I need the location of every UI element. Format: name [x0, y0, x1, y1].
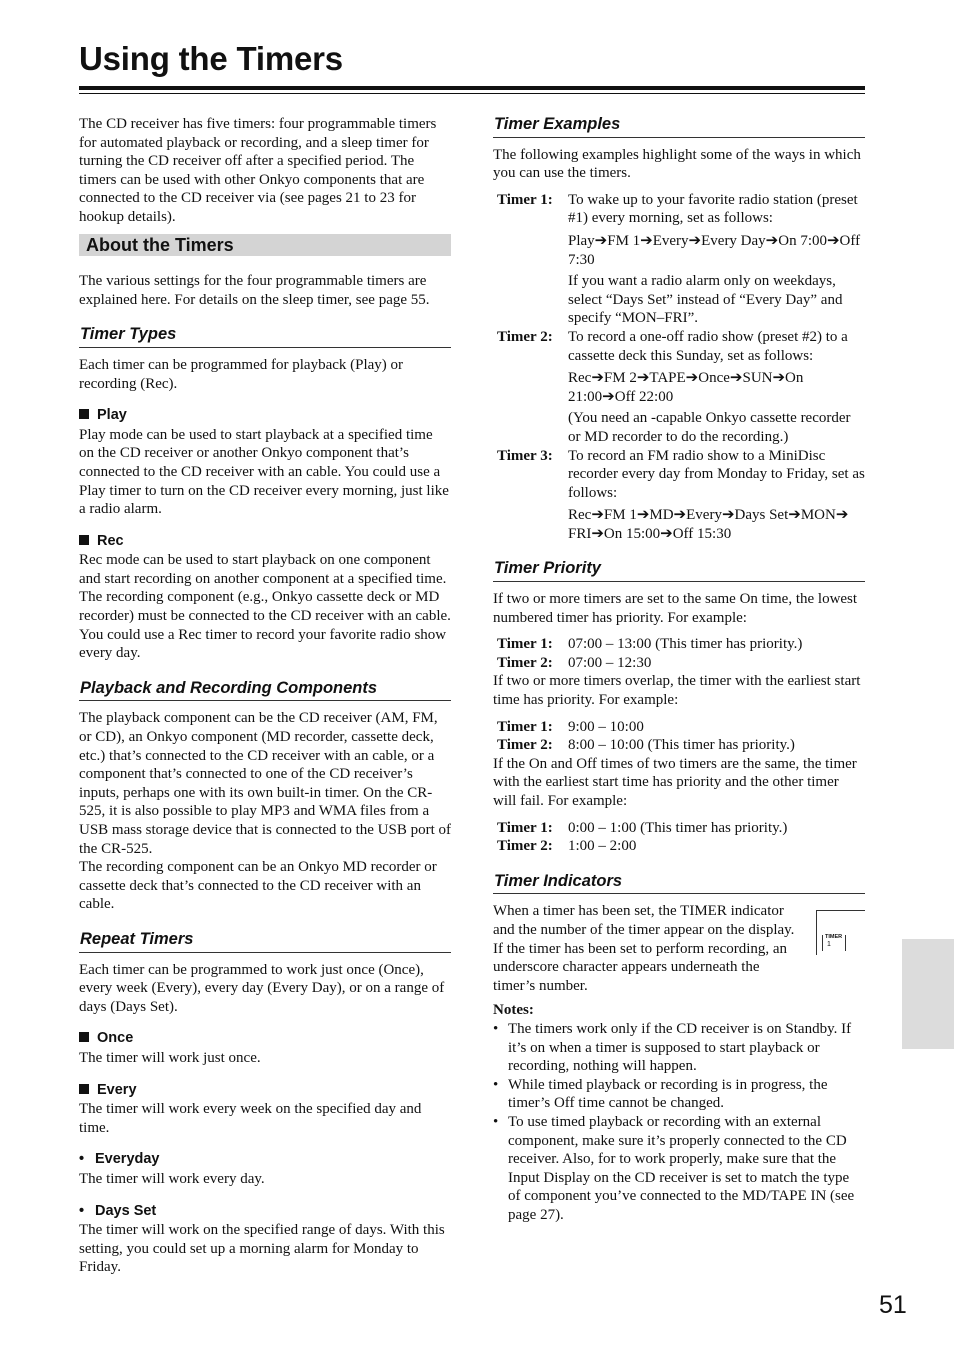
about-timers-heading: About the Timers — [79, 234, 451, 257]
components-heading: Playback and Recording Components — [79, 679, 451, 702]
timer-label: Timer 1: — [497, 191, 553, 208]
example-note: If you want a radio alarm only on weekdays, select “Days Set” instead of “Every Day” and specify “MON–FRI”. — [568, 273, 843, 327]
notes-list — [493, 1020, 865, 1225]
timer-label: Timer 3: — [497, 447, 553, 464]
priority-row — [493, 837, 865, 856]
timer-label: Timer 2: — [497, 328, 553, 345]
timer-number: 1 — [827, 941, 831, 949]
components-text-2: The recording component can be an Onkyo MD recorder or cassette deck that’s connected to the CD receiver with an cable. — [79, 859, 437, 913]
repeat-timers-text: Each timer can be programmed to work just once (Once), every week (Every), every day (Every Day), or on a range of days (Days Set). — [79, 961, 445, 1015]
example-sequence: Play➔FM 1➔Every➔Every Day➔On 7:00➔Off 7:30 — [568, 232, 861, 268]
priority-text-1: If two or more timers are set to the same On time, the lowest numbered timer has priority. For example: — [493, 591, 858, 626]
indicators-text: When a timer has been set, the TIMER indicator and the number of the timer appear on the display. If the timer has been set to perform recording, an underscore character appears underneath the timer’s number. — [493, 903, 795, 994]
timer-range: 07:00 – 12:30 — [568, 654, 652, 671]
timer-range: 1:00 – 2:00 — [568, 838, 637, 855]
everyday-text: The timer will work every day. — [79, 1170, 265, 1187]
note-item: • While timed playback or recording is in progress, the timer’s Off time cannot be changed. — [493, 1076, 865, 1113]
timer-priority-heading: Timer Priority — [493, 559, 865, 582]
timer-number-box — [822, 935, 846, 951]
rec-text: Rec mode can be used to start playback on one component and start recording on another component at a specified time. The recording component (e.g., Onkyo cassette deck or MD recorder) must be connected to the CD receiver with an cable. You could use a Rec timer to record your favorite radio show every day. — [79, 552, 451, 662]
days-set-heading: • Days Set — [79, 1202, 157, 1219]
timer-types-text: Each timer can be programmed for playback (Play) or recording (Rec). — [79, 356, 404, 392]
priority-row — [493, 718, 865, 737]
page-title: Using the Timers — [79, 40, 343, 77]
timer-label: Timer 2: — [497, 737, 553, 754]
title-rule-thick — [79, 86, 865, 90]
bullet-icon: • — [79, 1202, 85, 1219]
components-text-1: The playback component can be the CD receiver (AM, FM, or CD), an Onkyo component (MD recorder, cassette deck, etc.) that’s connected to the CD receiver with an cable, or a component that’s connected to one of the CD receiver’s inputs, perhaps one with its own built-in timer. On the CR-525, it is also possible to play MP3 and WMA files from a USB mass storage device that is connected to the USB port of the CR-525. — [79, 710, 452, 857]
every-heading: Every — [79, 1081, 451, 1100]
example-timer-1 — [493, 191, 865, 328]
timer-label: Timer 2: — [497, 838, 553, 855]
timer-types-heading: Timer Types — [79, 325, 451, 348]
every-text: The timer will work every week on the specified day and time. — [79, 1101, 422, 1136]
repeat-timers-heading: Repeat Timers — [79, 930, 451, 953]
example-sequence: Rec➔FM 2➔TAPE➔Once➔SUN➔On 21:00➔Off 22:00 — [568, 370, 804, 405]
example-text: To wake up to your favorite radio station (preset #1) every morning, set as follows: — [568, 191, 858, 227]
timer-display-illustration — [816, 910, 865, 955]
square-bullet-icon — [79, 535, 89, 545]
timer-range: 07:00 – 13:00 (This timer has priority.) — [568, 636, 803, 653]
example-timer-2 — [493, 328, 865, 447]
priority-text-2: If two or more timers overlap, the timer with the earliest start time has priority. For example: — [493, 673, 861, 709]
example-sequence: Rec➔FM 1➔MD➔Every➔Days Set➔MON➔ FRI➔On 15:00➔Off 15:30 — [568, 507, 849, 542]
example-text: To record an FM radio show to a MiniDisc recorder every day from Monday to Friday, set as follows: — [568, 447, 865, 501]
example-text: To record a one-off radio show (preset #2) to a cassette deck this Sunday, set as follows: — [568, 328, 848, 364]
days-set-text: The timer will work on the specified range of days. With this setting, you could set up a morning alarm for Monday to Friday. — [79, 1222, 445, 1276]
note-item: • To use timed playback or recording with an external component, make sure it’s properly connected to the CD receiver. Also, for to work properly, make sure that the Input Display on the CD receiver is set to match the type of component you’ve connected to the MD/TAPE IN (see page 27). — [493, 1113, 865, 1225]
rec-heading: Rec — [79, 532, 451, 551]
right-column — [493, 115, 865, 1224]
timer-label: Timer 1: — [497, 636, 553, 653]
example-timer-3 — [493, 447, 865, 544]
timer-range: 9:00 – 10:00 — [568, 718, 644, 735]
notes-heading: Notes: — [493, 1002, 534, 1019]
timer-label: Timer 1: — [497, 819, 553, 836]
timer-range: 8:00 – 10:00 (This timer has priority.) — [568, 737, 795, 754]
intro-paragraph: The CD receiver has five timers: four programmable timers for automated playback or recording, and a sleep timer for turning the CD receiver off after a specified period. The timers can be used with other Onkyo components that are connected to the CD receiver via (see pages 21 to 23 for hookup details). — [79, 116, 437, 225]
timer-indicator-label: TIMER — [825, 934, 843, 941]
chapter-side-tab — [902, 939, 954, 1049]
square-bullet-icon — [79, 1032, 89, 1042]
indicators-block — [493, 902, 865, 995]
note-item: • The timers work only if the CD receiver is on Standby. If it’s on when a timer is supposed to start playback or recording, nothing will happen. — [493, 1020, 865, 1076]
title-rule-thin — [79, 93, 865, 94]
timer-examples-intro: The following examples highlight some of the ways in which you can use the timers. — [493, 146, 861, 182]
about-timers-text: The various settings for the four programmable timers are explained here. For details on the sleep timer, see page 55. — [79, 273, 430, 308]
timer-examples-heading: Timer Examples — [493, 115, 865, 138]
once-text: The timer will work just once. — [79, 1049, 261, 1066]
once-heading: Once — [79, 1029, 451, 1048]
example-note: (You need an -capable Onkyo cassette recorder or MD recorder to do the recording.) — [568, 410, 851, 445]
square-bullet-icon — [79, 409, 89, 419]
priority-row — [493, 736, 865, 755]
left-column — [79, 115, 451, 1277]
timer-range: 0:00 – 1:00 (This timer has priority.) — [568, 819, 788, 836]
page-number: 51 — [879, 1291, 907, 1319]
play-heading: Play — [79, 406, 451, 425]
timer-label: Timer 1: — [497, 718, 553, 735]
priority-row — [493, 654, 865, 673]
priority-text-3: If the On and Off times of two timers are the same, the timer with the earliest start time has priority and the other timer will fail. For example: — [493, 755, 857, 809]
priority-row — [493, 819, 865, 838]
priority-row — [493, 635, 865, 654]
play-text: Play mode can be used to start playback at a specified time on the CD receiver or another Onkyo component that’s connected to the CD receiver with an cable. You could use a Play timer to turn on the CD receiver every morning, just like a radio alarm. — [79, 426, 449, 518]
timer-label: Timer 2: — [497, 654, 553, 671]
everyday-heading: • Everyday — [79, 1151, 160, 1168]
square-bullet-icon — [79, 1084, 89, 1094]
timer-indicators-heading: Timer Indicators — [493, 872, 865, 895]
bullet-icon: • — [79, 1151, 85, 1168]
